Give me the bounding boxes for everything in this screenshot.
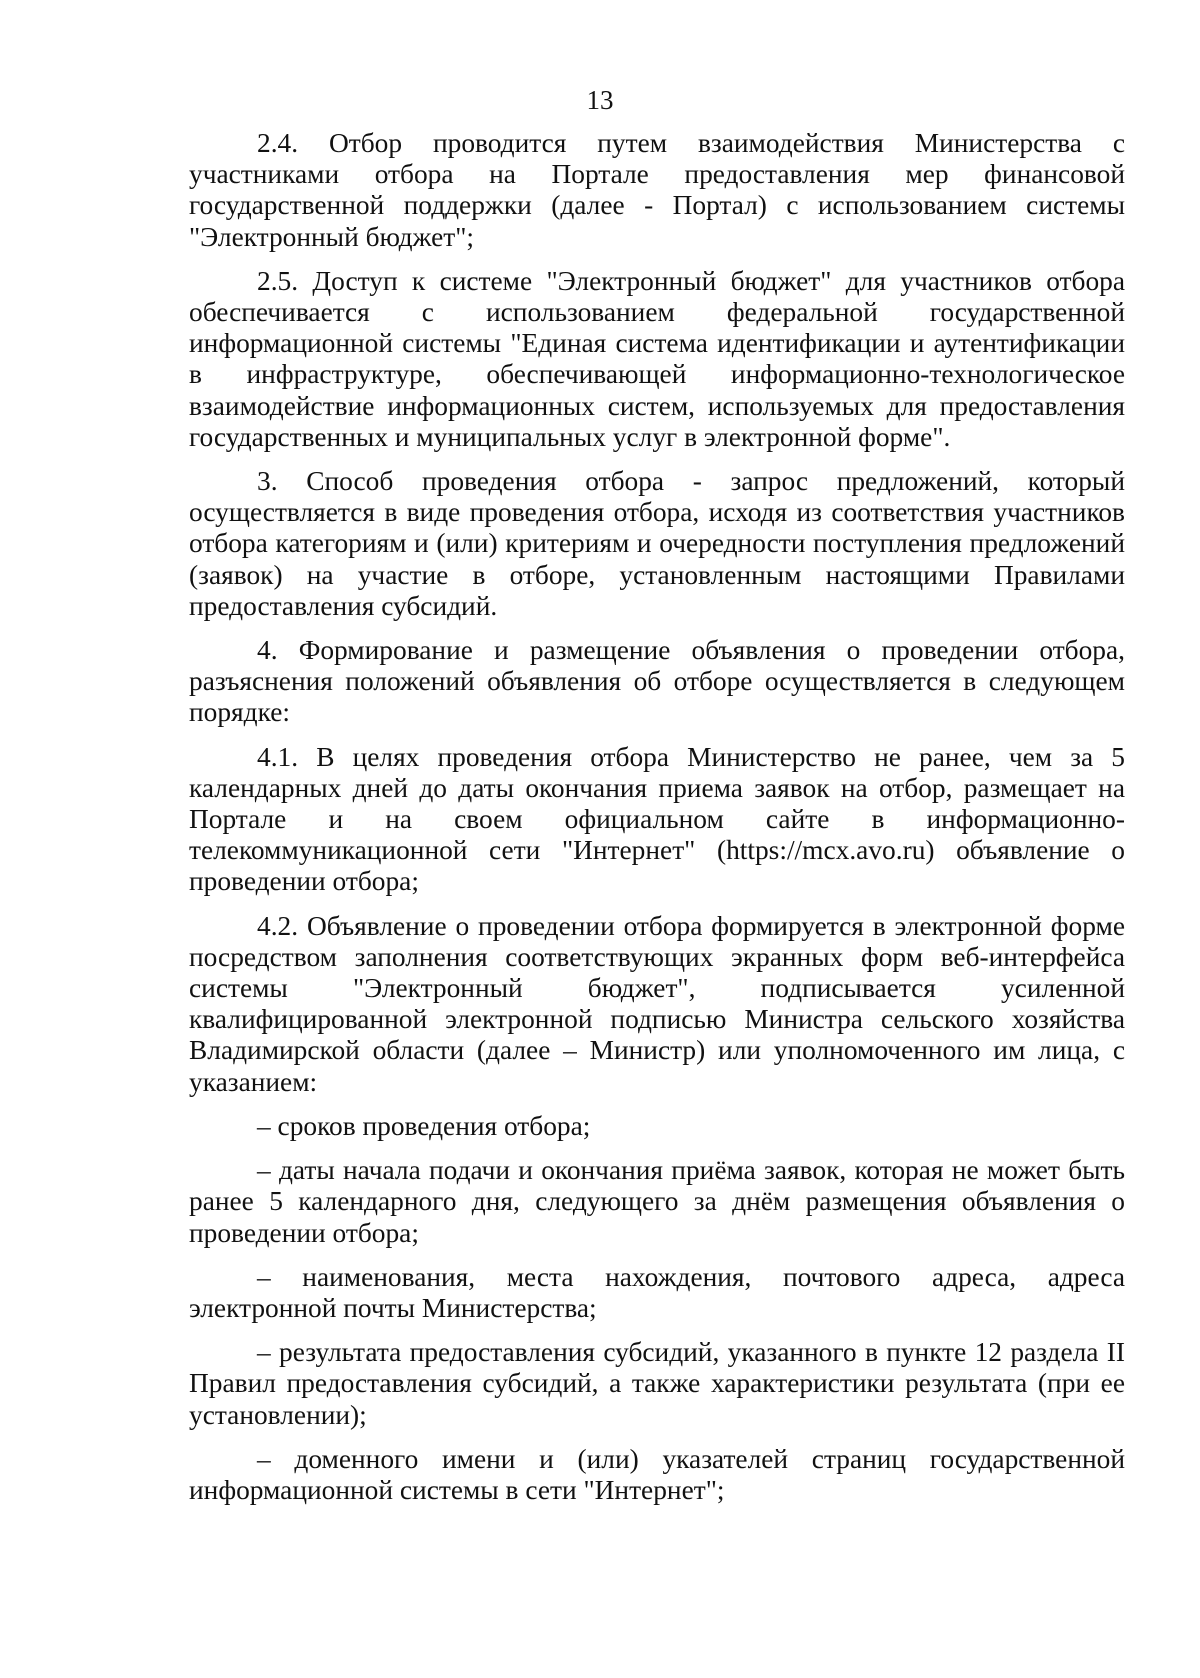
- paragraph-4-2: 4.2. Объявление о проведении отбора формируется в электронной форме посредством заполнения соответствующих экранных форм веб-интерфейса системы "Электронный бюджет", подписывается усиленной квалифицированной электронной подписью Министра сельского хозяйства Владимирской области (далее – Министр) или уполномоченного им лица, с указанием:: [189, 910, 1125, 1097]
- list-item-domain-name: – доменного имени и (или) указателей страниц государственной информационной системы в сети "Интернет";: [189, 1443, 1125, 1505]
- page-number: 13: [586, 85, 614, 115]
- paragraph-4: 4. Формирование и размещение объявления о проведении отбора, разъяснения положений объявления об отборе осуществляется в следующем порядке:: [189, 635, 1125, 728]
- document-body: [189, 128, 1125, 1519]
- list-item-ministry-contacts: – наименования, места нахождения, почтового адреса, адреса электронной почты Министерства;: [189, 1261, 1125, 1323]
- paragraph-4-1: 4.1. В целях проведения отбора Министерство не ранее, чем за 5 календарных дней до даты окончания приема заявок на отбор, размещает на Портале и на своем официальном сайте в информационно-телекоммуникационной сети "Интернет" (https://mcx.avo.ru) объявление о проведении отбора;: [189, 741, 1125, 897]
- paragraph-2-5: 2.5. Доступ к системе "Электронный бюджет" для участников отбора обеспечивается с использованием федеральной государственной информационной системы "Единая система идентификации и аутентификации в инфраструктуре, обеспечивающей информационно-технологическое взаимодействие информационных систем, используемых для предоставления государственных и муниципальных услуг в электронной форме".: [189, 265, 1125, 452]
- list-item-subsidy-result: – результата предоставления субсидий, указанного в пункте 12 раздела II Правил предоставления субсидий, а также характеристики результата (при ее установлении);: [189, 1337, 1125, 1430]
- paragraph-2-4: 2.4. Отбор проводится путем взаимодействия Министерства с участниками отбора на Портале предоставления мер финансовой государственной поддержки (далее - Портал) с использованием системы "Электронный бюджет";: [189, 128, 1125, 252]
- list-item-application-dates: – даты начала подачи и окончания приёма заявок, которая не может быть ранее 5 календарного дня, следующего за днём размещения объявления о проведении отбора;: [189, 1155, 1125, 1248]
- list-item-deadlines: – сроков проведения отбора;: [257, 1110, 591, 1141]
- paragraph-3: 3. Способ проведения отбора - запрос предложений, который осуществляется в виде проведения отбора, исходя из соответствия участников отбора категориям и (или) критериям и очередности поступления предложений (заявок) на участие в отборе, установленным настоящими Правилами предоставления субсидий.: [189, 466, 1125, 621]
